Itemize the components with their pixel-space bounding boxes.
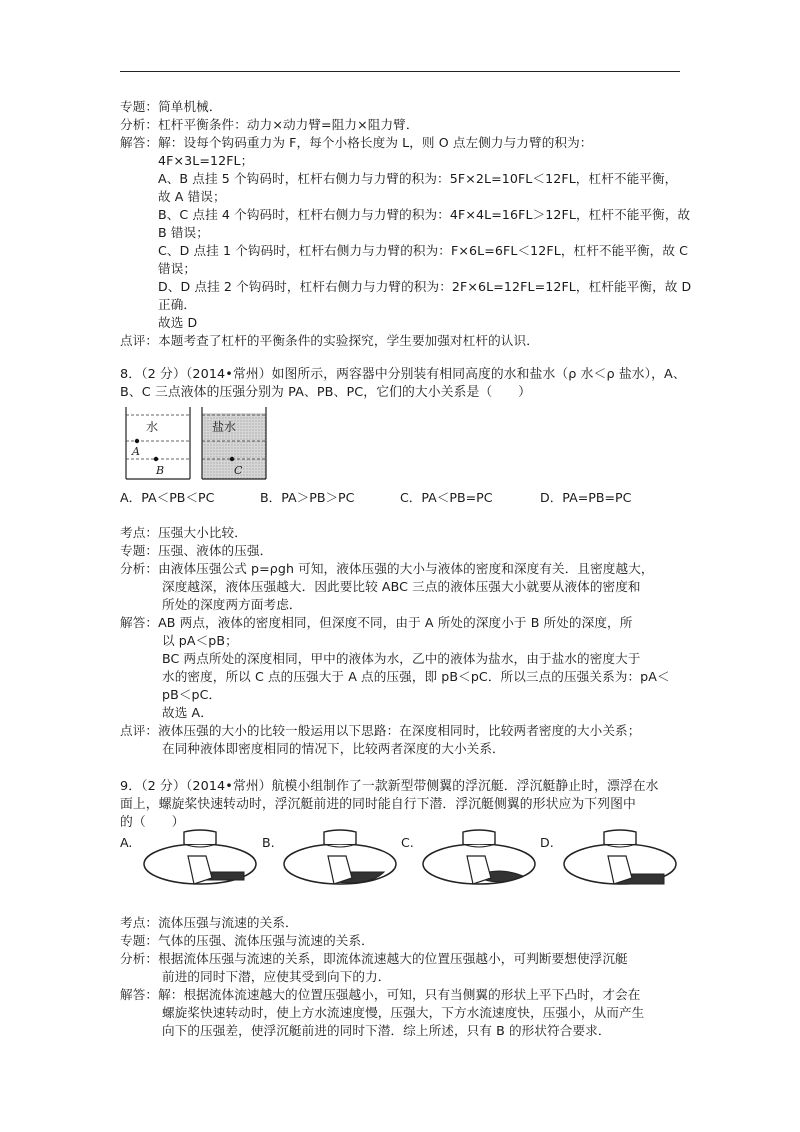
q9-option-a-wing-figure xyxy=(140,828,262,894)
q8-comment-line2: 在同种液体即密度相同的情况下，比较两者深度的大小关系． xyxy=(162,741,505,756)
q8-solution-line3: BC 两点所处的深度相同，甲中的液体为水，乙中的液体为盐水，由于盐水的密度大于 xyxy=(162,651,641,666)
q8-kaodian: 考点：压强大小比较． xyxy=(120,525,247,540)
q8-topic: 专题：压强、液体的压强． xyxy=(120,543,273,558)
point-c-dot xyxy=(230,457,234,461)
q8-option-b: B．PA＞PB＞PC xyxy=(260,490,355,505)
q8-stem-line1: 8．（2 分）（2014•常州）如图所示，两容器中分别装有相同高度的水和盐水（ρ 水＜ρ 盐水），A、 xyxy=(120,367,686,382)
q9-stem-line3: 的（ ） xyxy=(120,815,185,830)
q8-solution-line6: 故选 A． xyxy=(162,705,213,720)
q7-option-d-line1: D、D 点挂 2 个钩码时，杠杆右侧力与力臂的积为：2F×6L=12FL=12FL，杠杆能平衡，故 D xyxy=(158,279,692,294)
point-b-dot xyxy=(154,457,158,461)
q7-solution-left: 4F×3L=12FL； xyxy=(158,153,254,168)
q8-analysis-line2: 深度越深，液体压强越大．因此要比较 ABC 三点的液体压强大小就要从液体的密度和 xyxy=(162,579,641,594)
q9-solution-line1: 解答：解：根据流体流速越大的位置压强越小，可知，只有当侧翼的形状上平下凸时，才会在 xyxy=(120,987,641,1002)
q7-option-c-line1: C、D 点挂 1 个钩码时，杠杆右侧力与力臂的积为：F×6L=6FL＜12FL，杠杆不能平衡，故 C xyxy=(158,243,689,258)
water-label: 水 xyxy=(146,420,159,434)
q8-option-d: D．PA=PB=PC xyxy=(540,490,632,505)
q9-option-a-label: A. xyxy=(120,835,133,850)
q9-stem-line1: 9．（2 分）（2014•常州）航模小组制作了一款新型带侧翼的浮沉艇．浮沉艇静止时，漂浮在水 xyxy=(120,779,659,794)
q7-option-d-line2: 正确． xyxy=(158,297,197,312)
q9-option-b-label: B. xyxy=(262,835,275,850)
q8-analysis-line3: 所处的深度两方面考虑． xyxy=(162,597,302,612)
header-rule xyxy=(120,71,680,72)
q9-kaodian: 考点：流体压强与流速的关系． xyxy=(120,915,298,930)
point-a-dot xyxy=(135,439,139,443)
q8-stem-line2: B、C 三点液体的压强分别为 PA、PB、PC，它们的大小关系是（ ） xyxy=(120,385,531,400)
q8-solution-line1: 解答：AB 两点，液体的密度相同，但深度不同，由于 A 所处的深度小于 B 所处的深度，所 xyxy=(120,615,633,630)
q9-option-d-label: D. xyxy=(540,835,554,850)
q9-option-c-wing-figure xyxy=(419,828,541,894)
q9-stem-line2: 面上，螺旋桨快速转动时，浮沉艇前进的同时能自行下潜．浮沉艇侧翼的形状应为下列图中 xyxy=(120,797,636,812)
q7-comment: 点评：本题考查了杠杆的平衡条件的实验探究，学生要加强对杠杆的认识． xyxy=(120,333,539,348)
q7-option-a-line2: 故 A 错误； xyxy=(158,189,226,204)
point-c-label: C xyxy=(234,464,243,477)
q9-analysis-line1: 分析：根据流体压强与流速的关系，即流体流速越大的位置压强越小，可判断要想使浮沉艇 xyxy=(120,951,628,966)
q8-comment-line1: 点评：液体压强的大小的比较一般运用以下思路：在深度相同时，比较两者密度的大小关系； xyxy=(120,723,641,738)
q7-option-a-line1: A、B 点挂 5 个钩码时，杠杆右侧力与力臂的积为：5F×2L=10FL＜12FL，杠杆不能平衡， xyxy=(158,171,678,186)
point-b-label: B xyxy=(156,464,165,477)
q8-containers-figure xyxy=(120,405,272,481)
q7-option-b-line1: B、C 点挂 4 个钩码时，杠杆右侧力与力臂的积为：4F×4L=16FL＞12FL，杠杆不能平衡，故 xyxy=(158,207,691,222)
q8-solution-line5: pB＜pC． xyxy=(162,687,222,702)
q8-option-c: C．PA＜PB=PC xyxy=(400,490,493,505)
q8-analysis-line1: 分析：由液体压强公式 p=ρgh 可知，液体压强的大小与液体的密度和深度有关．且密度越大， xyxy=(120,561,654,576)
q7-option-c-line2: 错误； xyxy=(158,261,197,276)
q9-solution-line3: 向下的压强差，使浮沉艇前进的同时下潜．综上所述，只有 B 的形状符合要求． xyxy=(162,1023,611,1038)
q8-solution-line2: 以 pA＜pB； xyxy=(162,633,238,648)
q7-solution-intro: 解答：解：设每个钩码重力为 F，每个小格长度为 L，则 O 点左侧力与力臂的积为： xyxy=(120,135,593,150)
q7-choice: 故选 D xyxy=(158,315,198,330)
q7-analysis: 分析：杠杆平衡条件：动力×动力臂=阻力×阻力臂． xyxy=(120,117,419,132)
q9-option-b-wing-figure xyxy=(280,828,402,894)
q7-option-b-line2: B 错误； xyxy=(158,225,209,240)
q7-topic: 专题：简单机械． xyxy=(120,99,222,114)
q8-solution-line4: 水的密度，所以 C 点的压强大于 A 点的压强，即 pB＜pC．所以三点的压强关系为：pA＜ xyxy=(162,669,670,684)
q9-option-d-wing-figure xyxy=(560,828,682,894)
q8-option-a: A．PA＜PB＜PC xyxy=(120,490,215,505)
q9-analysis-line2: 前进的同时下潜，应使其受到向下的力． xyxy=(162,969,391,984)
point-a-label: A xyxy=(132,445,140,458)
q9-option-c-label: C. xyxy=(401,835,414,850)
salt-water-label: 盐水 xyxy=(212,420,237,434)
q9-topic: 专题：气体的压强、流体压强与流速的关系． xyxy=(120,933,374,948)
q9-solution-line2: 螺旋桨快速转动时，使上方水流速度慢，压强大，下方水流速度快，压强小，从而产生 xyxy=(162,1005,645,1020)
